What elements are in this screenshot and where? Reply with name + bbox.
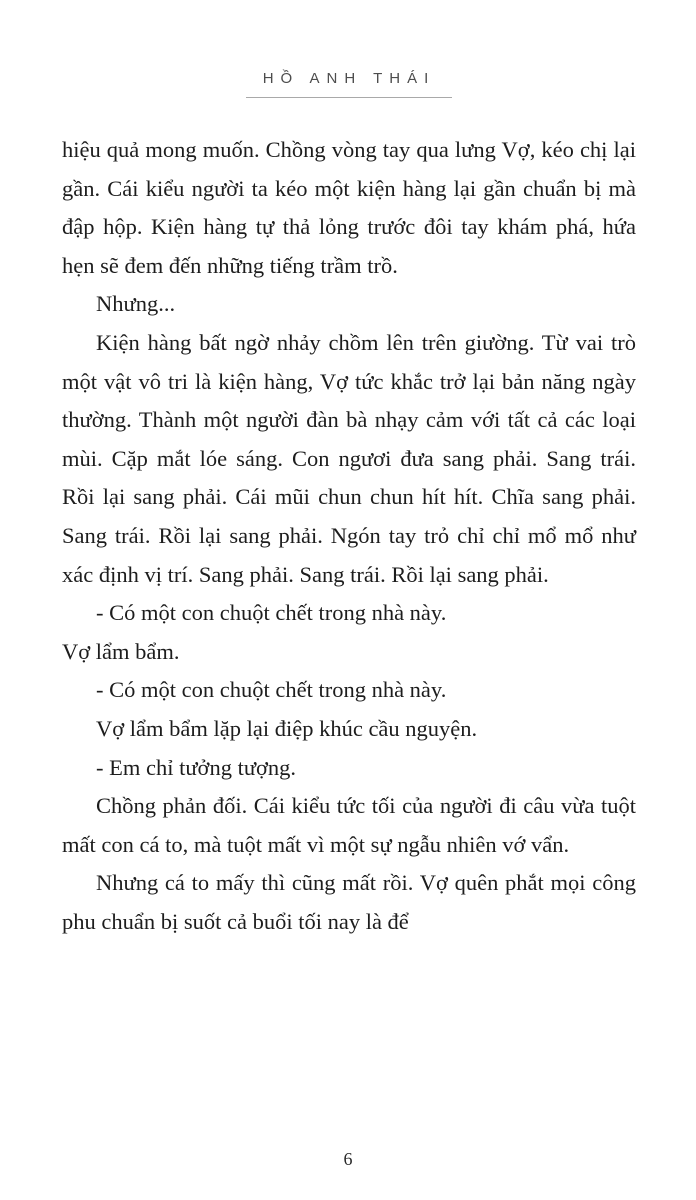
- paragraph: Nhưng cá to mấy thì cũng mất rồi. Vợ quên phắt mọi công phu chuẩn bị suốt cả buổi tối nay là để: [62, 870, 636, 934]
- paragraph: Chồng phản đối. Cái kiểu tức tối của người đi câu vừa tuột mất con cá to, mà tuột mất vì một sự ngẫu nhiên vớ vẩn.: [62, 793, 636, 857]
- page-number: 6: [343, 1149, 353, 1169]
- paragraph: Vợ lẩm bẩm lặp lại điệp khúc cầu nguyện.: [96, 715, 478, 741]
- page-text: [62, 131, 636, 941]
- header-rule: [246, 97, 452, 98]
- dialogue-line: - Có một con chuột chết trong nhà này.: [96, 677, 447, 703]
- paragraph: hiệu quả mong muốn. Chồng vòng tay qua lưng Vợ, kéo chị lại gần. Cái kiểu người ta kéo một kiện hàng lại gần chuẩn bị mà đập hộp. Kiện hàng tự thả lỏng trước đôi tay khám phá, hứa hẹn sẽ đem đến những tiếng trầm trồ.: [62, 137, 636, 278]
- paragraph: Vợ lẩm bẩm.: [62, 638, 180, 664]
- paragraph: Nhưng...: [96, 291, 176, 317]
- page-header: [62, 70, 636, 98]
- dialogue-line: - Em chỉ tưởng tượng.: [96, 754, 297, 780]
- paragraph: Kiện hàng bất ngờ nhảy chồm lên trên giường. Từ vai trò một vật vô tri là kiện hàng, Vợ tức khắc trở lại bản năng ngày thường. Thành một người đàn bà nhạy cảm với tất cả các loại mùi. Cặp mắt lóe sáng. Con ngươi đưa sang phải. Sang trái. Rồi lại sang phải. Cái mũi chun chun hít hít. Chĩa sang phải. Sang trái. Rồi lại sang phải. Ngón tay trỏ chỉ chỉ mổ mổ như xác định vị trí. Sang phải. Sang trái. Rồi lại sang phải.: [62, 329, 636, 587]
- dialogue-line: - Có một con chuột chết trong nhà này.: [96, 600, 447, 626]
- running-header-author: HỒ ANH THÁI: [262, 70, 436, 87]
